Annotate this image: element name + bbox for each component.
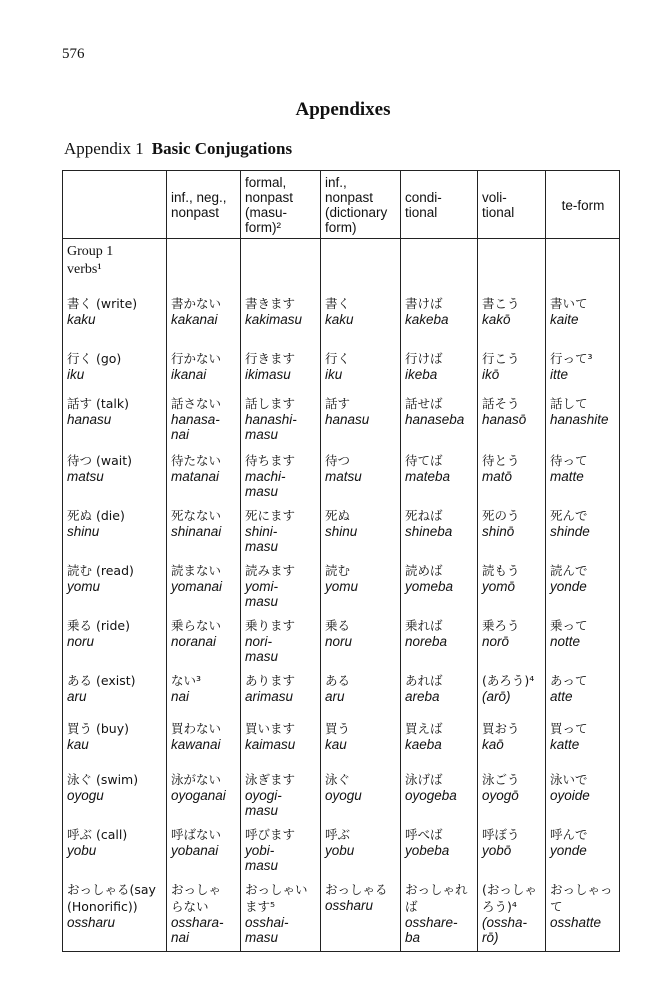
japanese-text: 呼ぶ (call) — [67, 827, 128, 842]
japanese-text: 行く (go) — [67, 351, 122, 366]
table-row-call — [63, 825, 620, 880]
romaji-text: nai — [171, 689, 190, 704]
japanese-text: おっしゃる — [325, 882, 388, 897]
conjugation-cell — [321, 451, 401, 506]
romaji-text: nori- masu — [245, 634, 279, 664]
romaji-text: katte — [550, 737, 580, 752]
japanese-text: 書かない — [171, 296, 222, 311]
verb-cell — [63, 394, 167, 451]
romaji-text: atte — [550, 689, 573, 704]
japanese-text: 死ねば — [405, 508, 443, 523]
japanese-text: 書けば — [405, 296, 443, 311]
japanese-text: 待ちます — [245, 453, 296, 468]
romaji-text: yonde — [550, 843, 587, 858]
romaji-text: iku — [325, 367, 343, 382]
romaji-text: yomeba — [405, 579, 454, 594]
romaji-text: kakeba — [405, 312, 449, 327]
conjugation-cell — [167, 825, 241, 880]
conjugation-cell — [167, 349, 241, 394]
conjugation-cell — [321, 719, 401, 770]
japanese-text: 書いて — [550, 296, 588, 311]
japanese-text: 行けば — [405, 351, 443, 366]
conjugation-cell — [321, 291, 401, 349]
romaji-text: ikeba — [405, 367, 438, 382]
japanese-text: 呼んで — [550, 827, 588, 842]
romaji-text: norō — [482, 634, 510, 649]
table-row-buy — [63, 719, 620, 770]
conjugation-cell — [546, 770, 620, 825]
romaji-text: kaku — [325, 312, 354, 327]
conjugation-cell — [478, 825, 546, 880]
japanese-text: おっしゃる(say (Honorific)) — [67, 882, 156, 914]
header-blank — [63, 171, 167, 239]
empty-cell — [167, 239, 241, 292]
header-conditional: condi- tional — [401, 171, 478, 239]
japanese-text: 呼ばない — [171, 827, 222, 842]
japanese-text: 呼ぼう — [482, 827, 520, 842]
romaji-text: osshara- nai — [171, 915, 224, 945]
conjugation-cell — [167, 719, 241, 770]
japanese-text: 乗る (ride) — [67, 618, 130, 633]
romaji-text: hanashi- masu — [245, 412, 297, 442]
verb-cell — [63, 616, 167, 671]
romaji-text: osshai- masu — [245, 915, 289, 945]
conjugation-cell — [167, 671, 241, 719]
conjugation-cell — [241, 506, 321, 561]
romaji-text: yomanai — [171, 579, 223, 594]
japanese-text: 死なない — [171, 508, 222, 523]
conjugation-cell — [478, 349, 546, 394]
romaji-text: shinanai — [171, 524, 222, 539]
japanese-text: 買おう — [482, 721, 520, 736]
conjugation-cell — [167, 506, 241, 561]
conjugation-cell — [241, 671, 321, 719]
japanese-text: 話します — [245, 396, 296, 411]
romaji-text: ossharu — [67, 915, 116, 930]
japanese-text: 死にます — [245, 508, 296, 523]
conjugation-cell — [401, 616, 478, 671]
conjugation-cell — [321, 506, 401, 561]
romaji-text: arimasu — [245, 689, 294, 704]
conjugation-cell — [401, 825, 478, 880]
japanese-text: 行こう — [482, 351, 520, 366]
japanese-text: ある (exist) — [67, 673, 136, 688]
romaji-text: kau — [325, 737, 347, 752]
verb-cell — [63, 825, 167, 880]
japanese-text: 泳ごう — [482, 772, 520, 787]
romaji-text: noranai — [171, 634, 217, 649]
romaji-text: oyoide — [550, 788, 590, 803]
romaji-text: kakō — [482, 312, 511, 327]
conjugation-cell — [241, 561, 321, 616]
japanese-text: 呼びます — [245, 827, 296, 842]
empty-cell — [401, 239, 478, 292]
empty-cell — [546, 239, 620, 292]
conjugation-cell — [546, 349, 620, 394]
conjugation-cell — [241, 394, 321, 451]
romaji-text: oyogō — [482, 788, 519, 803]
romaji-text: iku — [67, 367, 85, 382]
group-row — [63, 239, 620, 292]
conjugation-cell — [321, 825, 401, 880]
romaji-text: kaō — [482, 737, 504, 752]
japanese-text: 待つ — [325, 453, 351, 468]
conjugation-cell — [546, 671, 620, 719]
conjugation-cell — [167, 770, 241, 825]
romaji-text: matsu — [325, 469, 362, 484]
romaji-text: yomō — [482, 579, 516, 594]
header-inf-neg-nonpast: inf., neg., nonpast — [167, 171, 241, 239]
japanese-text: おっしゃい ます⁵ — [245, 882, 308, 914]
conjugation-cell — [478, 616, 546, 671]
japanese-text: 行かない — [171, 351, 222, 366]
empty-cell — [478, 239, 546, 292]
romaji-text: oyogu — [67, 788, 104, 803]
japanese-text: (あろう)⁴ — [482, 673, 535, 688]
conjugation-cell — [546, 394, 620, 451]
romaji-text: notte — [550, 634, 581, 649]
verb-cell — [63, 671, 167, 719]
verb-cell — [63, 506, 167, 561]
conjugation-cell — [546, 506, 620, 561]
japanese-text: おっしゃ らない — [171, 882, 222, 914]
romaji-text: kaku — [67, 312, 96, 327]
conjugation-cell — [321, 880, 401, 952]
japanese-text: 話して — [550, 396, 588, 411]
conjugation-cell — [478, 671, 546, 719]
japanese-text: 死ぬ — [325, 508, 351, 523]
japanese-text: あれば — [405, 673, 443, 688]
conjugation-cell — [546, 291, 620, 349]
japanese-text: 泳ぎます — [245, 772, 296, 787]
conjugation-cell — [546, 561, 620, 616]
conjugation-cell — [321, 671, 401, 719]
japanese-text: おっしゃれ ば — [405, 882, 468, 914]
romaji-text: shinu — [325, 524, 358, 539]
conjugation-cell — [401, 451, 478, 506]
japanese-text: あります — [245, 673, 296, 688]
table-row-ride — [63, 616, 620, 671]
header-dictionary-form: inf., nonpast (dictionary form) — [321, 171, 401, 239]
romaji-text: shinō — [482, 524, 515, 539]
romaji-text: areba — [405, 689, 440, 704]
japanese-text: 話す (talk) — [67, 396, 129, 411]
romaji-text: yomu — [67, 579, 101, 594]
romaji-text: yobeba — [405, 843, 450, 858]
appendix-subheading — [64, 139, 292, 159]
table-row-swim — [63, 770, 620, 825]
conjugation-cell — [241, 880, 321, 952]
conjugation-cell — [241, 770, 321, 825]
japanese-text: 待って — [550, 453, 588, 468]
romaji-text: kaite — [550, 312, 579, 327]
verb-cell — [63, 451, 167, 506]
japanese-text: 読む — [325, 563, 351, 578]
japanese-text: 話そう — [482, 396, 520, 411]
romaji-text: oyogi- masu — [245, 788, 282, 818]
japanese-text: ある — [325, 673, 351, 688]
romaji-text: matte — [550, 469, 584, 484]
appendix-title: Basic Conjugations — [151, 139, 293, 158]
verb-cell — [63, 561, 167, 616]
table-row-go — [63, 349, 620, 394]
japanese-text: 乗る — [325, 618, 351, 633]
table-row-say-honorific — [63, 880, 620, 952]
conjugation-cell — [241, 719, 321, 770]
table-row-wait — [63, 451, 620, 506]
table-row-talk — [63, 394, 620, 451]
romaji-text: (ossha- rō) — [482, 915, 528, 945]
table-row-die — [63, 506, 620, 561]
japanese-text: 待つ (wait) — [67, 453, 132, 468]
japanese-text: 乗って — [550, 618, 588, 633]
romaji-text: yobu — [325, 843, 355, 858]
conjugation-cell — [401, 394, 478, 451]
conjugation-cell — [321, 770, 401, 825]
romaji-text: hanashite — [550, 412, 609, 427]
japanese-text: 死んで — [550, 508, 588, 523]
conjugation-cell — [478, 561, 546, 616]
romaji-text: kakimasu — [245, 312, 303, 327]
romaji-text: oyogeba — [405, 788, 457, 803]
romaji-text: matanai — [171, 469, 220, 484]
japanese-text: 乗らない — [171, 618, 222, 633]
conjugation-cell — [167, 451, 241, 506]
conjugation-cell — [401, 770, 478, 825]
appendix-label: Appendix 1 — [64, 139, 144, 158]
japanese-text: 書く — [325, 296, 351, 311]
romaji-text: matō — [482, 469, 513, 484]
japanese-text: 読もう — [482, 563, 520, 578]
romaji-text: shini- masu — [245, 524, 279, 554]
conjugation-cell — [241, 825, 321, 880]
romaji-text: yobō — [482, 843, 512, 858]
romaji-text: kaeba — [405, 737, 442, 752]
japanese-text: 死のう — [482, 508, 520, 523]
romaji-text: ikō — [482, 367, 500, 382]
conjugation-cell — [546, 719, 620, 770]
japanese-text: 呼べば — [405, 827, 443, 842]
japanese-text: 泳いで — [550, 772, 588, 787]
japanese-text: 読まない — [171, 563, 222, 578]
verb-cell — [63, 770, 167, 825]
romaji-text: aru — [325, 689, 345, 704]
table-header-row — [63, 171, 620, 239]
japanese-text: 待てば — [405, 453, 443, 468]
page-number: 576 — [62, 46, 85, 62]
japanese-text: 乗れば — [405, 618, 443, 633]
japanese-text: (おっしゃ ろう)⁴ — [482, 882, 537, 914]
conjugation-cell — [167, 616, 241, 671]
romaji-text: kau — [67, 737, 89, 752]
romaji-text: shineba — [405, 524, 453, 539]
romaji-text: ossharu — [325, 898, 374, 913]
header-formal-nonpast: formal, nonpast (masu- form)² — [241, 171, 321, 239]
empty-cell — [321, 239, 401, 292]
romaji-text: yobi- masu — [245, 843, 279, 873]
conjugation-cell — [546, 451, 620, 506]
verb-cell — [63, 349, 167, 394]
verb-cell — [63, 291, 167, 349]
japanese-text: 書く (write) — [67, 296, 138, 311]
conjugation-cell — [241, 451, 321, 506]
japanese-text: 話さない — [171, 396, 222, 411]
conjugation-cell — [401, 719, 478, 770]
romaji-text: (arō) — [482, 689, 511, 704]
romaji-text: noru — [325, 634, 353, 649]
japanese-text: おっしゃっ て — [550, 882, 613, 914]
conjugation-cell — [546, 880, 620, 952]
japanese-text: あって — [550, 673, 588, 688]
header-volitional: voli- tional — [478, 171, 546, 239]
japanese-text: 書こう — [482, 296, 520, 311]
romaji-text: oyoganai — [171, 788, 226, 803]
japanese-text: 待とう — [482, 453, 520, 468]
japanese-text: 読む (read) — [67, 563, 134, 578]
romaji-text: yomu — [325, 579, 359, 594]
romaji-text: machi- masu — [245, 469, 286, 499]
romaji-text: hanaseba — [405, 412, 465, 427]
table-row-write — [63, 291, 620, 349]
japanese-text: 読めば — [405, 563, 443, 578]
page-heading: Appendixes — [295, 99, 391, 120]
conjugation-cell — [167, 291, 241, 349]
romaji-text: yobanai — [171, 843, 219, 858]
verb-cell — [63, 719, 167, 770]
conjugation-cell — [478, 770, 546, 825]
romaji-text: kaimasu — [245, 737, 296, 752]
japanese-text: 話す — [325, 396, 351, 411]
conjugation-cell — [401, 671, 478, 719]
conjugation-cell — [401, 291, 478, 349]
japanese-text: 乗ります — [245, 618, 296, 633]
japanese-text: 行く — [325, 351, 351, 366]
romaji-text: hanasu — [325, 412, 370, 427]
japanese-text: 泳げば — [405, 772, 443, 787]
japanese-text: 乗ろう — [482, 618, 520, 633]
japanese-text: 死ぬ (die) — [67, 508, 125, 523]
romaji-text: kakanai — [171, 312, 218, 327]
conjugation-cell — [401, 349, 478, 394]
conjugation-cell — [478, 451, 546, 506]
conjugation-cell — [546, 825, 620, 880]
conjugation-cell — [241, 616, 321, 671]
conjugation-cell — [321, 616, 401, 671]
japanese-text: 行って³ — [550, 351, 593, 366]
romaji-text: ikanai — [171, 367, 207, 382]
romaji-text: ikimasu — [245, 367, 291, 382]
romaji-text: noreba — [405, 634, 448, 649]
japanese-text: 話せば — [405, 396, 443, 411]
table-row-read — [63, 561, 620, 616]
japanese-text: 待たない — [171, 453, 222, 468]
conjugation-cell — [546, 616, 620, 671]
conjugation-cell — [167, 394, 241, 451]
japanese-text: 買わない — [171, 721, 222, 736]
conjugation-cell — [241, 349, 321, 394]
japanese-text: 買って — [550, 721, 588, 736]
japanese-text: 買えば — [405, 721, 443, 736]
romaji-text: kawanai — [171, 737, 221, 752]
romaji-text: matsu — [67, 469, 104, 484]
romaji-text: hanasu — [67, 412, 112, 427]
japanese-text: 泳ぐ (swim) — [67, 772, 139, 787]
romaji-text: mateba — [405, 469, 451, 484]
conjugation-cell — [478, 880, 546, 952]
conjugation-cell — [401, 506, 478, 561]
conjugation-cell — [401, 561, 478, 616]
romaji-text: aru — [67, 689, 87, 704]
romaji-text: yomi- masu — [245, 579, 279, 609]
romaji-text: hanasa- nai — [171, 412, 220, 442]
japanese-text: 書きます — [245, 296, 296, 311]
conjugation-cell — [478, 506, 546, 561]
romaji-text: shinu — [67, 524, 100, 539]
romaji-text: yonde — [550, 579, 587, 594]
romaji-text: osshare- ba — [405, 915, 458, 945]
romaji-text: osshatte — [550, 915, 602, 930]
japanese-text: 買います — [245, 721, 296, 736]
empty-cell — [241, 239, 321, 292]
romaji-text: yobu — [67, 843, 97, 858]
romaji-text: noru — [67, 634, 95, 649]
group-label: Group 1 verbs¹ — [63, 239, 167, 292]
conjugation-cell — [401, 880, 478, 952]
japanese-text: 買う — [325, 721, 351, 736]
romaji-text: shinde — [550, 524, 590, 539]
conjugation-cell — [321, 394, 401, 451]
conjugation-cell — [478, 394, 546, 451]
japanese-text: 買う (buy) — [67, 721, 129, 736]
conjugation-cell — [321, 561, 401, 616]
romaji-text: itte — [550, 367, 569, 382]
conjugation-cell — [478, 719, 546, 770]
verb-cell — [63, 880, 167, 952]
conjugation-table — [62, 170, 620, 952]
japanese-text: 読んで — [550, 563, 588, 578]
table-row-exist — [63, 671, 620, 719]
japanese-text: 泳がない — [171, 772, 222, 787]
japanese-text: 泳ぐ — [325, 772, 351, 787]
conjugation-cell — [167, 880, 241, 952]
romaji-text: oyogu — [325, 788, 362, 803]
romaji-text: hanasō — [482, 412, 527, 427]
conjugation-cell — [478, 291, 546, 349]
conjugation-cell — [241, 291, 321, 349]
conjugation-cell — [167, 561, 241, 616]
japanese-text: 呼ぶ — [325, 827, 351, 842]
japanese-text: 読みます — [245, 563, 296, 578]
header-te-form: te-form — [546, 171, 620, 239]
japanese-text: ない³ — [171, 673, 202, 688]
conjugation-cell — [321, 349, 401, 394]
japanese-text: 行きます — [245, 351, 296, 366]
